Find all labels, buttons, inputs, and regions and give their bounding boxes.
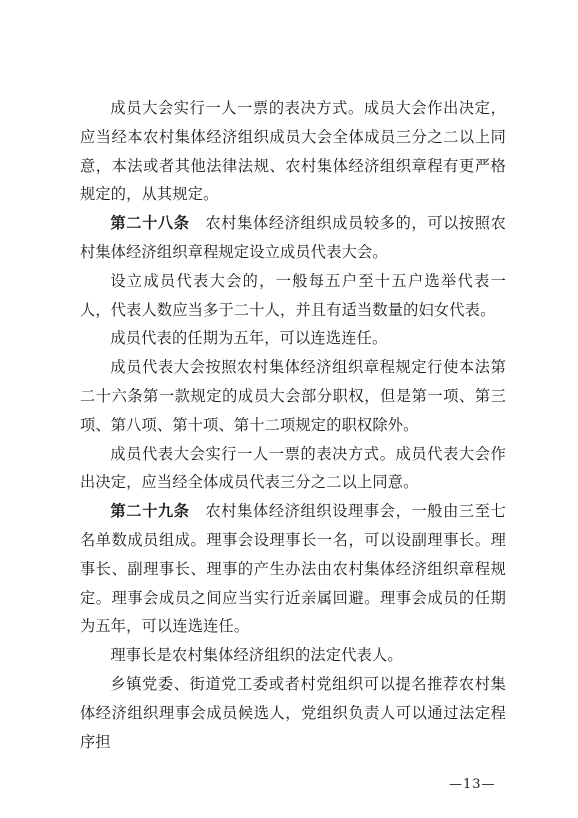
paragraph-text: 成员代表大会实行一人一票的表决方式。成员代表大会作出决定，应当经全体成员代表三分之二以上同意。 bbox=[80, 444, 506, 492]
body-text bbox=[80, 94, 506, 756]
paragraph-text: 农村集体经济组织成员较多的，可以按照农村集体经济组织章程规定设立成员代表大会。 bbox=[80, 214, 507, 261]
paragraph-article-28 bbox=[80, 209, 506, 267]
paragraph-1 bbox=[80, 94, 506, 209]
paragraph-text: 理事长是农村集体经济组织的法定代表人。 bbox=[110, 646, 403, 665]
page-number: —13— bbox=[449, 777, 496, 792]
paragraph-text: 设立成员代表大会的，一般每五户至十五户选举代表一人，代表人数应当多于二十人，并且有适当数量的妇女代表。 bbox=[80, 271, 506, 319]
paragraph-article-29 bbox=[80, 497, 506, 641]
paragraph-text: 成员大会实行一人一票的表决方式。成员大会作出决定，应当经本农村集体经济组织成员大会全体成员三分之二以上同意，本法或者其他法律法规、农村集体经济组织章程有更严格规定的，从其规定。 bbox=[80, 99, 506, 204]
paragraph-text: 农村集体经济组织设理事会，一般由三至七名单数成员组成。理事会设理事长一名，可以设副理事长。理事长、副理事长、理事的产生办法由农村集体经济组织章程规定。理事会成员之间应当实行近亲属回避。理事会成员的任期为五年，可以连选连任。 bbox=[80, 502, 507, 636]
article-heading-28: 第二十八条 bbox=[110, 214, 190, 233]
paragraph-3 bbox=[80, 267, 506, 325]
paragraph-text: 成员代表大会按照农村集体经济组织章程规定行使本法第二十六条第一款规定的成员大会部分职权，但是第一项、第三项、第八项、第十项、第十二项规定的职权除外。 bbox=[80, 358, 506, 434]
article-heading-29: 第二十九条 bbox=[110, 502, 190, 521]
paragraph-8 bbox=[80, 641, 506, 670]
paragraph-text: 乡镇党委、街道党工委或者村党组织可以提名推荐农村集体经济组织理事会成员候选人，党组织负责人可以通过法定程序担 bbox=[80, 674, 506, 751]
paragraph-4 bbox=[80, 324, 506, 353]
paragraph-6 bbox=[80, 440, 506, 498]
paragraph-5 bbox=[80, 353, 506, 439]
paragraph-9 bbox=[80, 670, 506, 756]
paragraph-text: 成员代表的任期为五年，可以连选连任。 bbox=[110, 329, 388, 348]
